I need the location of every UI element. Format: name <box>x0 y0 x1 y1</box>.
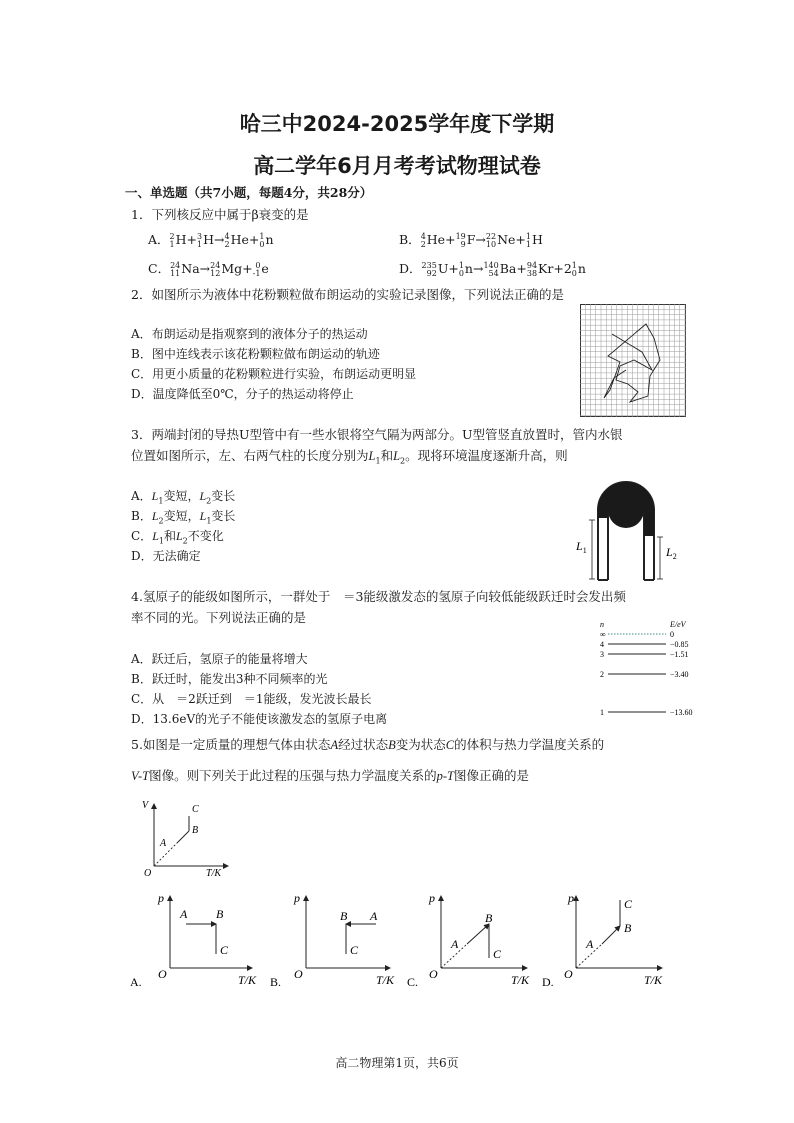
svg-text:A: A <box>160 838 167 849</box>
svg-text:p: p <box>158 891 164 905</box>
q4-stem-line1: 4.氢原子的能级如图所示，一群处于 ＝3能级激发态的氢原子向较低能级跃迁时会发出频 <box>131 589 626 604</box>
level-energy-label: −0.85 <box>670 640 689 649</box>
q1-stem: 1．下列核反应中属于β衰变的是 <box>131 207 309 222</box>
level-n-label: 2 <box>600 670 604 679</box>
svg-text:B: B <box>485 911 493 925</box>
svg-text:O: O <box>294 967 303 981</box>
svg-text:p: p <box>568 891 574 905</box>
q3-stem-line1: 3．两端封闭的导热U型管中有一些水银将空气隔为两部分。U型管竖直放置时，管内水银 <box>131 427 623 442</box>
choice-d-pt-graph <box>540 886 672 990</box>
q3-option-b: B．$L_2$变短，$L_1$变长 <box>131 509 236 526</box>
level-energy-label: −1.51 <box>670 650 689 659</box>
svg-text:T/K: T/K <box>511 973 530 987</box>
page-footer: 高二物理第1页，共6页 <box>335 1056 459 1070</box>
q1-option-d: D． 235 92 U+ 1 0 n→ 140 54 Ba+ 94 38 Kr+2 1 0 n <box>399 260 586 278</box>
u-tube-figure <box>570 470 690 595</box>
svg-text:O: O <box>429 967 438 981</box>
svg-text:O: O <box>158 967 167 981</box>
label-l1: $L_1$ <box>576 539 587 555</box>
q4-stem-line2: 率不同的光。下列说法正确的是 <box>131 610 307 625</box>
svg-text:C: C <box>220 943 229 957</box>
level-n-label: 4 <box>600 640 604 649</box>
svg-text:T/K: T/K <box>644 973 663 987</box>
q2-option-a: A．布朗运动是指观察到的液体分子的热运动 <box>131 327 368 341</box>
svg-text:O: O <box>144 868 152 879</box>
exam-title-line2: 高二学年6月月考考试物理试卷 <box>253 154 541 178</box>
q4-option-a: A．跃迁后，氢原子的能量将增大 <box>131 652 308 666</box>
brownian-motion-grid-figure <box>580 304 686 417</box>
q3-option-c: C．$L_1$和$L_2$不变化 <box>131 529 224 546</box>
level-n-label: 3 <box>600 650 604 659</box>
q4-option-b: B．跃迁时，能发出3种不同频率的光 <box>131 672 328 686</box>
svg-text:B: B <box>216 907 224 921</box>
svg-text:V: V <box>142 800 149 811</box>
level-energy-label: −13.60 <box>670 708 693 717</box>
energy-level-diagram <box>592 618 702 722</box>
svg-text:C: C <box>493 947 502 961</box>
mercury-column <box>598 482 654 536</box>
level-energy-label: 0 <box>670 630 674 639</box>
svg-text:T/K: T/K <box>206 868 222 879</box>
q5-stem-line2: V-T图像。则下列关于此过程的压强与热力学温度关系的p-T图像正确的是 <box>131 768 529 783</box>
n-axis-label: n <box>600 620 604 629</box>
section-heading: 一、单选题（共7小题，每题4分，共28分） <box>125 185 373 200</box>
q4-option-c: C．从 ＝2跃迁到 ＝1能级，发光波长最长 <box>131 692 372 706</box>
q2-option-d: D．温度降低至0℃，分子的热运动将停止 <box>131 387 354 401</box>
q1-option-b: B． 4 2 He+ 19 9 F→ 22 10 Ne+ 1 1 H <box>399 231 543 249</box>
svg-text:O: O <box>564 967 573 981</box>
svg-text:C: C <box>624 897 633 911</box>
svg-text:T/K: T/K <box>376 973 395 987</box>
choice-a-pt-graph <box>130 886 260 990</box>
svg-text:T/K: T/K <box>238 973 257 987</box>
q4-option-d: D．13.6eV的光子不能使该激发态的氢原子电离 <box>131 712 388 726</box>
svg-text:B: B <box>192 825 199 836</box>
level-energy-label: −3.40 <box>670 670 689 679</box>
level-n-label: 1 <box>600 708 604 717</box>
q3-stem-line2: 位置如图所示，左、右两气柱的长度分别为$L_1$和$L_2$。现将环境温度逐渐升高，则 <box>131 448 568 466</box>
svg-text:C: C <box>350 943 359 957</box>
q1-option-a: A． 2 1 H+ 3 1 H→ 4 2 He+ 1 0 n <box>148 231 274 249</box>
svg-text:C.: C. <box>407 975 419 989</box>
svg-text:B: B <box>340 909 348 923</box>
svg-text:B: B <box>624 921 632 935</box>
label-l2: $L_2$ <box>666 545 677 561</box>
q2-option-c: C．用更小质量的花粉颗粒进行实验，布朗运动更明显 <box>131 367 417 381</box>
svg-text:A.: A. <box>130 975 142 989</box>
svg-text:A: A <box>370 909 378 923</box>
svg-text:p: p <box>294 891 300 905</box>
e-axis-label: E/eV <box>670 620 686 629</box>
q2-option-b: B．图中连线表示该花粉颗粒做布朗运动的轨迹 <box>131 347 380 361</box>
svg-text:A: A <box>451 937 459 951</box>
exam-title-line1: 哈三中2024-2025学年度下学期 <box>239 112 555 136</box>
svg-text:p: p <box>429 891 435 905</box>
level-n-label: ∞ <box>600 630 606 639</box>
choice-c-pt-graph <box>405 886 537 990</box>
choice-b-pt-graph <box>270 886 402 990</box>
q5-stem-line1: 5.如图是一定质量的理想气体由状态A经过状态B变为状态C的体积与热力学温度关系的 <box>131 737 605 752</box>
svg-text:A: A <box>180 907 188 921</box>
svg-text:A: A <box>586 937 594 951</box>
q3-option-d: D．无法确定 <box>131 549 201 563</box>
q2-stem: 2．如图所示为液体中花粉颗粒做布朗运动的实验记录图像，下列说法正确的是 <box>131 287 564 302</box>
svg-text:D.: D. <box>542 975 554 989</box>
vt-graph <box>136 796 236 880</box>
q1-option-c: C． 24 11 Na→ 24 12 Mg+ 0 -1 e <box>148 260 269 278</box>
svg-text:B.: B. <box>270 975 282 989</box>
q3-option-a: A．$L_1$变短，$L_2$变长 <box>131 489 236 506</box>
svg-text:C: C <box>192 804 199 815</box>
